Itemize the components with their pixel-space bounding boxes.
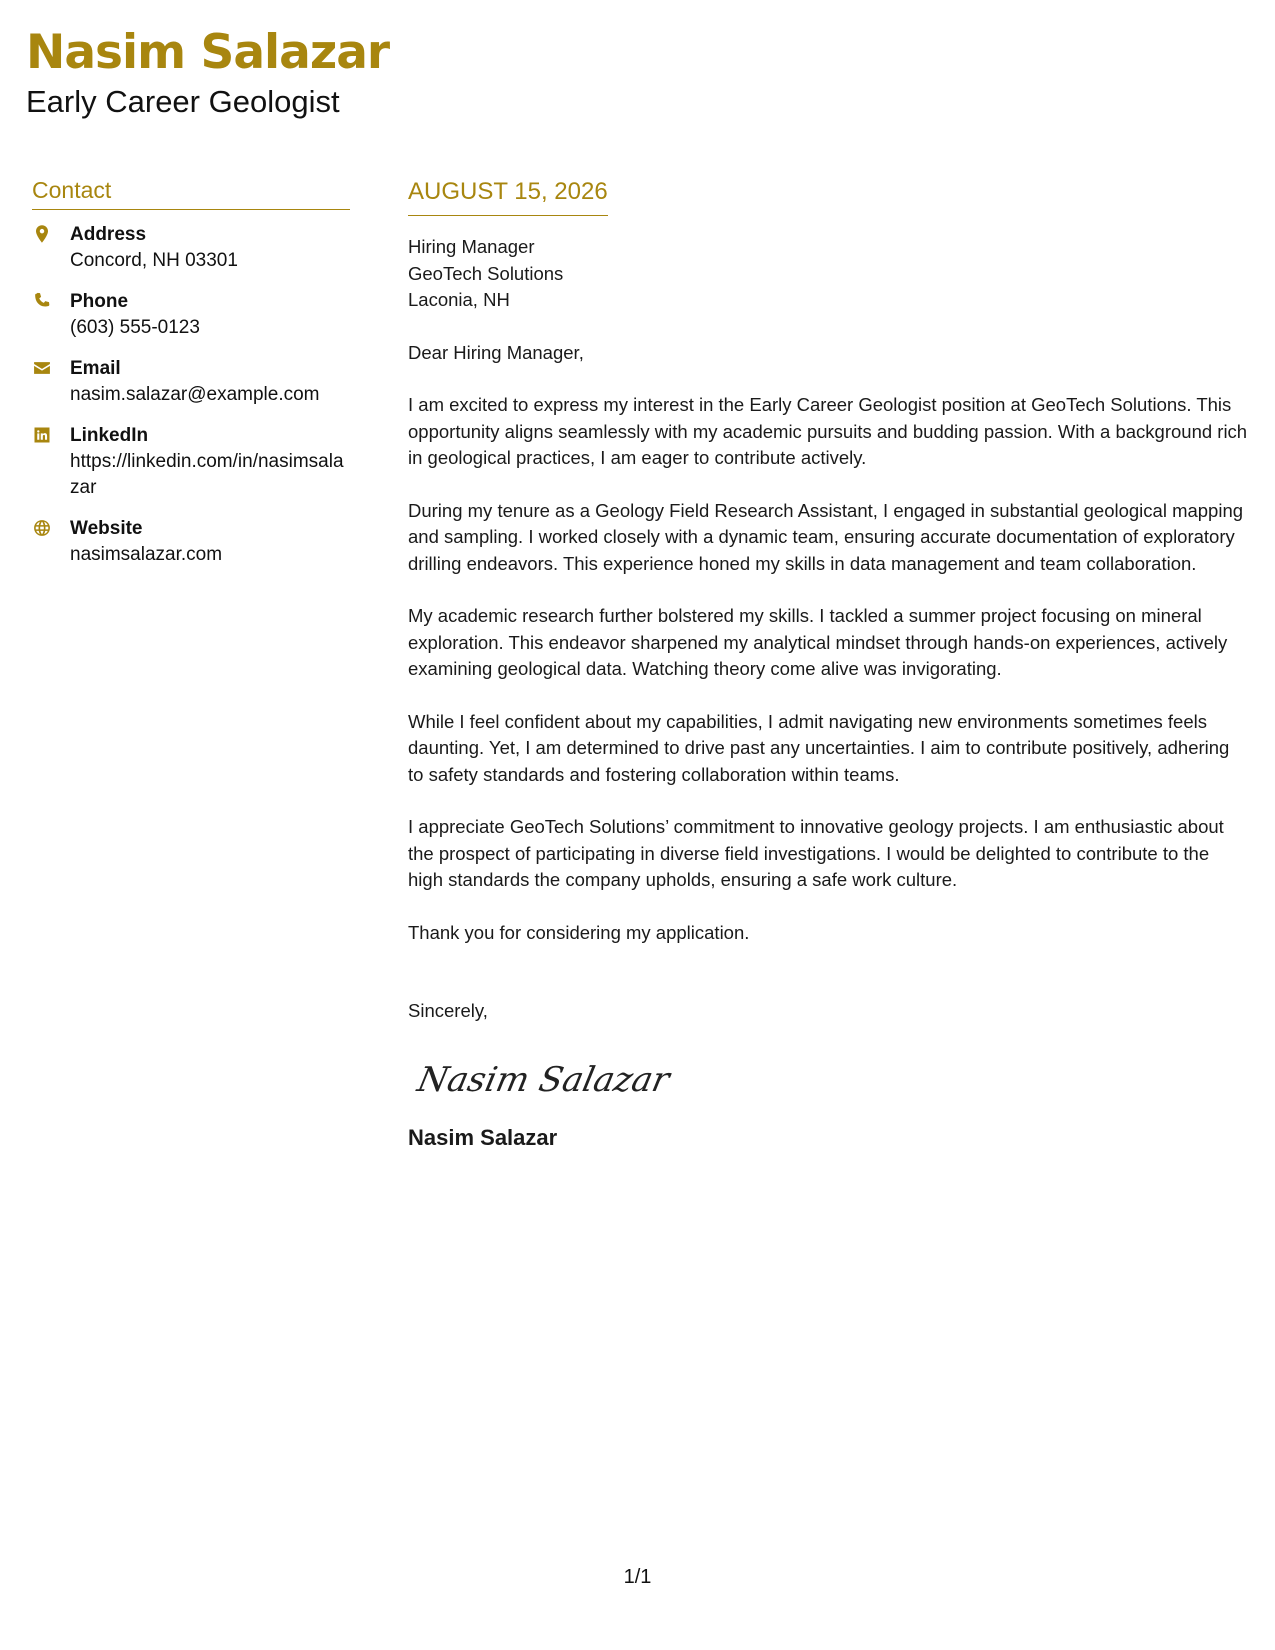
contact-label-email: Email <box>70 358 121 379</box>
signer-name: Nasim Salazar <box>408 1124 558 1150</box>
globe-icon <box>32 516 70 568</box>
recipient-location: Laconia, NH <box>408 289 510 310</box>
map-pin-icon <box>32 222 70 274</box>
letter-date: AUGUST 15, 2026 <box>408 175 608 216</box>
recipient-line: Hiring Manager <box>408 236 535 257</box>
linkedin-icon <box>32 423 70 501</box>
letter-body <box>408 175 1248 1153</box>
phone-icon <box>32 289 70 341</box>
page-number: 1/1 <box>623 1566 652 1588</box>
letter-paragraph: I am excited to express my interest in the Early Career Geologist position at GeoTech Solutions. This opportunity aligns seamlessly with my academic pursuits and budding passion. With a background rich in geological practices, I am eager to contribute actively. <box>408 394 1248 468</box>
applicant-title: Early Career Geologist <box>26 84 340 119</box>
contact-label-phone: Phone <box>70 291 129 312</box>
recipient-company: GeoTech Solutions <box>408 262 564 284</box>
letter-paragraph: Thank you for considering my application. <box>408 921 750 943</box>
contact-item-linkedin <box>32 423 350 501</box>
contact-value-phone: (603) 555-0123 <box>70 317 200 338</box>
letter-paragraph: While I feel confident about my capabilities, I admit navigating new environments sometimes feels daunting. Yet, I am determined to drive past any uncertainties. I aim to contribute positively, adhering to safety standards and fostering collaboration within teams. <box>408 710 1230 785</box>
contact-value-email[interactable]: nasim.salazar@example.com <box>70 384 320 405</box>
contact-section-title: Contact <box>32 175 350 210</box>
handwritten-signature <box>414 1053 1248 1103</box>
contact-value-website[interactable]: nasimsalazar.com <box>70 544 223 565</box>
envelope-icon <box>32 356 70 408</box>
applicant-name: Nasim Salazar <box>26 25 390 80</box>
contact-label-linkedin: LinkedIn <box>70 425 149 446</box>
contact-item-address <box>32 222 350 274</box>
contact-item-website <box>32 516 350 568</box>
contact-label-address: Address <box>70 224 147 245</box>
contact-label-website: Website <box>70 518 143 539</box>
letter-paragraph: My academic research further bolstered my skills. I tackled a summer project focusing on mineral exploration. This endeavor sharpened my analytical mindset through hands-on experiences, actively examining geological data. Watching theory come alive was invigorating. <box>408 605 1228 679</box>
contact-sidebar <box>32 175 350 583</box>
letter-paragraph: During my tenure as a Geology Field Research Assistant, I engaged in substantial geological mapping and sampling. I worked closely with a dynamic team, ensuring accurate documentation of exploratory drilling endeavors. This experience honed my skills in data management and team collaboration. <box>408 499 1244 574</box>
header <box>26 22 389 122</box>
contact-value-address: Concord, NH 03301 <box>70 250 238 271</box>
svg-text:Nasim Salazar: Nasim Salazar <box>414 1059 673 1100</box>
contact-item-email <box>32 356 350 408</box>
recipient-block <box>408 234 1248 314</box>
contact-value-linkedin[interactable]: https://linkedin.com/in/nasimsalazar <box>70 451 344 498</box>
letter-paragraph: I appreciate GeoTech Solutions’ commitment to innovative geology projects. I am enthusiastic about the prospect of participating in diverse field investigations. I would be delighted to contribute to the high standards the company upholds, ensuring a safe work culture. <box>408 816 1224 890</box>
contact-item-phone <box>32 289 350 341</box>
salutation: Dear Hiring Manager, <box>408 341 584 363</box>
closing: Sincerely, <box>408 1000 488 1021</box>
